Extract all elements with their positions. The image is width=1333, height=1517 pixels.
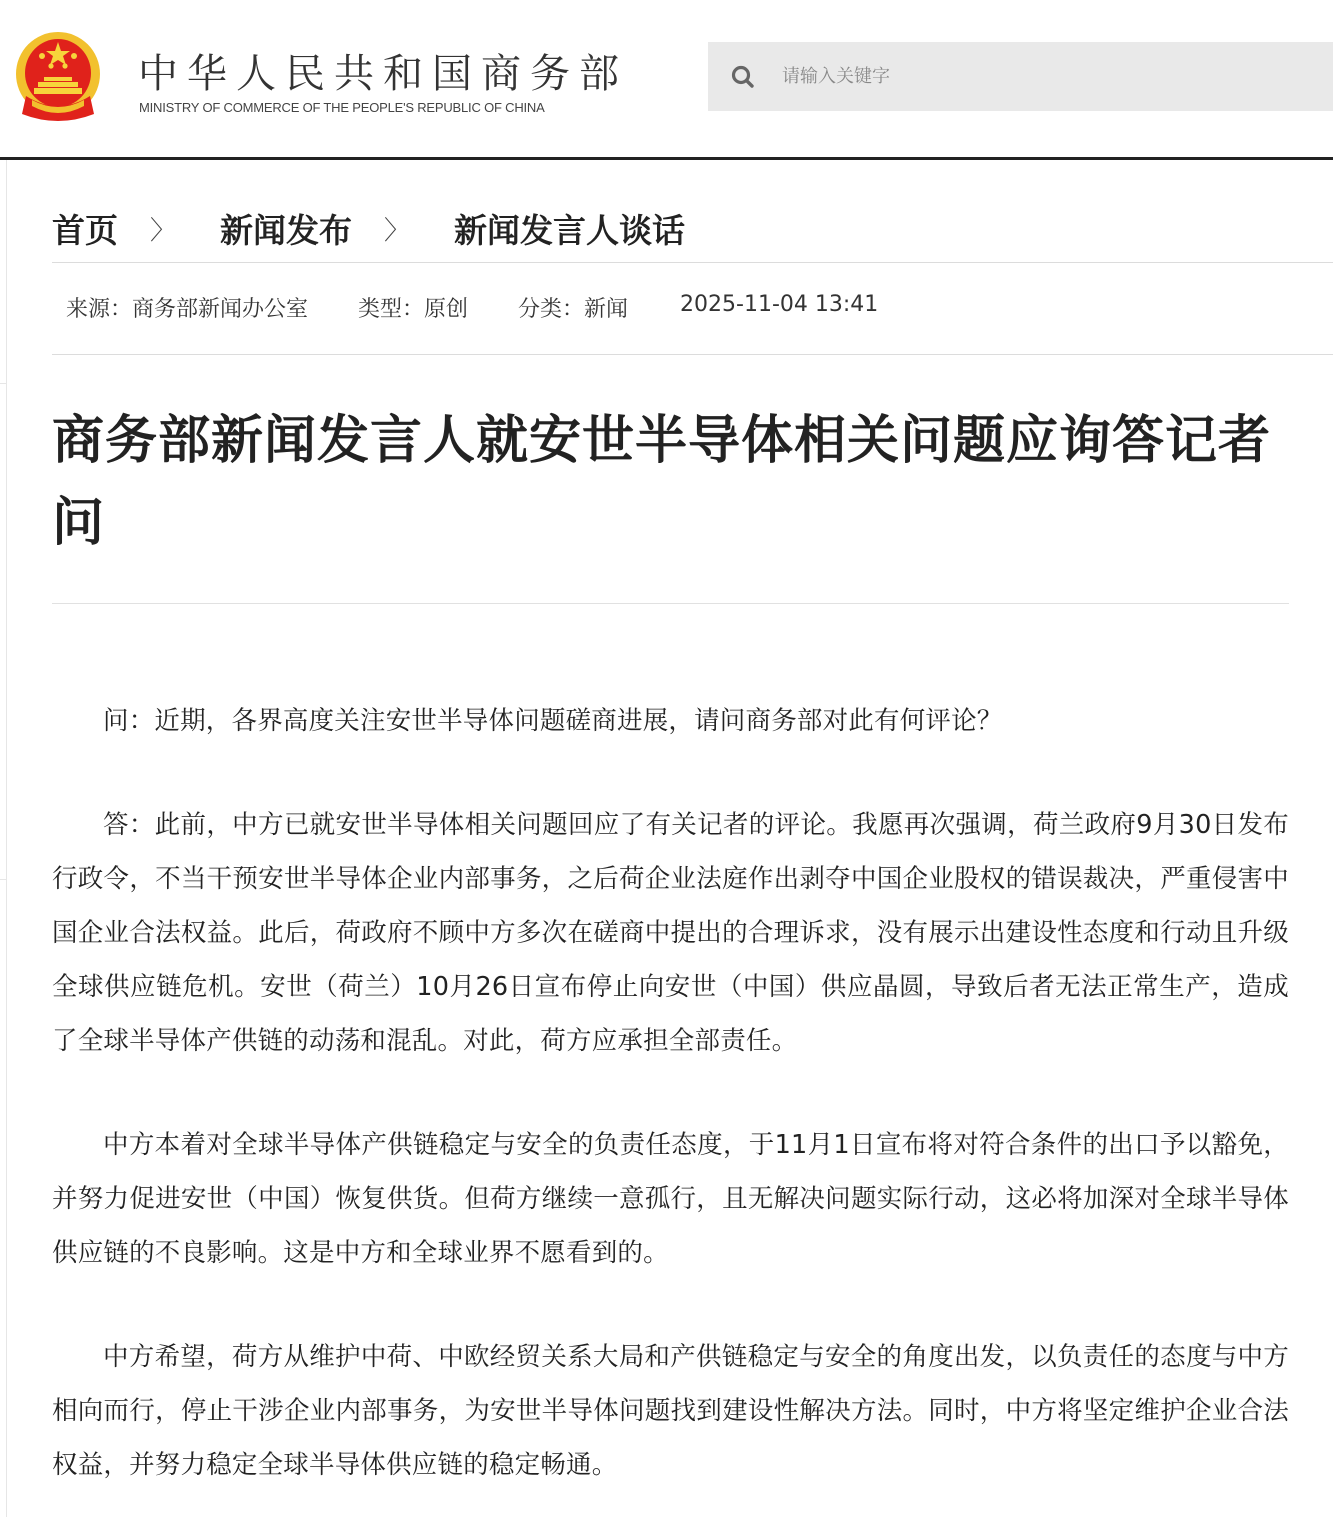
article-title: 商务部新闻发言人就安世半导体相关问题应询答记者问 bbox=[52, 411, 1272, 553]
search-input[interactable] bbox=[782, 66, 1282, 87]
article-paragraph-answer: 答：此前，中方已就安世半导体相关问题回应了有关记者的评论。我愿再次强调，荷兰政府9月30日发布行政令，不当干预安世半导体企业内部事务，之后荷企业法庭作出剥夺中国企业股权的错误裁决，严重侵害中国企业合法权益。此后，荷政府不顾中方多次在磋商中提出的合理诉求，没有展示出建设性态度和行动且升级全球供应链危机。安世（荷兰）10月26日宣布停止向安世（中国）供应晶圆，导致后者无法正常生产，造成了全球半导体产供链的动荡和混乱。对此，荷方应承担全部责任。 bbox=[52, 810, 1289, 1056]
article-paragraph: 中方本着对全球半导体产供链稳定与安全的负责任态度，于11月1日宣布将对符合条件的出口予以豁免，并努力促进安世（中国）恢复供货。但荷方继续一意孤行，且无解决问题实际行动，这必将加深对全球半导体供应链的不良影响。这是中方和全球业界不愿看到的。 bbox=[52, 1130, 1289, 1268]
meta-source: 来源：商务部新闻办公室 bbox=[66, 297, 309, 322]
gutter-divider bbox=[0, 383, 6, 384]
breadcrumb bbox=[52, 205, 685, 252]
article-paragraph-question: 问：近期，各界高度关注安世半导体问题磋商进展，请问商务部对此有何评论？ bbox=[103, 706, 1003, 736]
breadcrumb-news-release[interactable]: 新闻发布 bbox=[220, 211, 353, 250]
meta-category: 分类：新闻 bbox=[518, 297, 629, 322]
chevron-right-icon: 〉 bbox=[150, 216, 177, 246]
gutter-divider bbox=[0, 879, 6, 880]
divider bbox=[52, 262, 1333, 263]
left-gutter-line bbox=[6, 160, 7, 1517]
article-body bbox=[52, 694, 1289, 1517]
breadcrumb-home[interactable]: 首页 bbox=[52, 211, 118, 250]
search-icon[interactable] bbox=[730, 64, 756, 90]
chevron-right-icon: 〉 bbox=[384, 216, 411, 246]
meta-type: 类型：原创 bbox=[358, 297, 469, 322]
article-meta bbox=[66, 292, 878, 323]
national-emblem-icon[interactable] bbox=[14, 30, 102, 126]
brand-title-cn[interactable]: 中华人民共和国商务部 bbox=[138, 51, 628, 97]
search-bar[interactable] bbox=[708, 42, 1333, 111]
header-divider bbox=[0, 157, 1333, 160]
site-header bbox=[0, 0, 1333, 158]
meta-datetime: 2025-11-04 13:41 bbox=[680, 292, 879, 317]
article-paragraph: 中方希望，荷方从维护中荷、中欧经贸关系大局和产供链稳定与安全的角度出发，以负责任的态度与中方相向而行，停止干涉企业内部事务，为安世半导体问题找到建设性解决方法。同时，中方将坚定维护企业合法权益，并努力稳定全球半导体供应链的稳定畅通。 bbox=[52, 1342, 1289, 1480]
brand-title-en: MINISTRY OF COMMERCE OF THE PEOPLE'S REPUBLIC OF CHINA bbox=[139, 100, 545, 115]
divider bbox=[52, 603, 1289, 604]
breadcrumb-spokesperson-remarks[interactable]: 新闻发言人谈话 bbox=[454, 211, 686, 250]
divider bbox=[52, 354, 1333, 355]
